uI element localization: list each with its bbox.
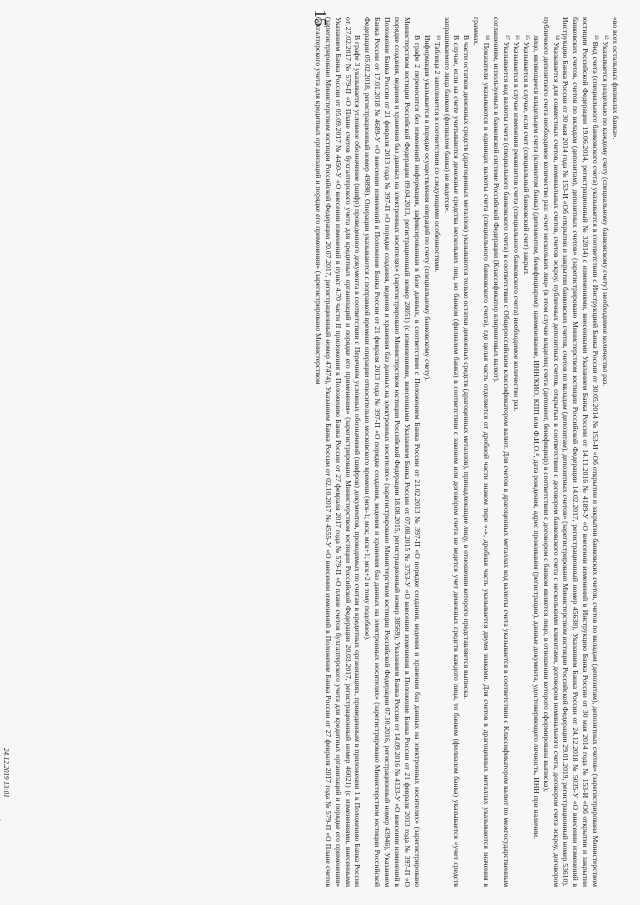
- paragraph: Информация указывается в порядке осуществления операций по счету (специальному банковскому счету).: [422, 35, 432, 381]
- paragraph: В части остатков денежных средств (драгоценных металлов) указываются только остатки денежных средств (драгоценных металлов), принадлежащие лицу, в отношении которого представляется выписка.: [462, 35, 472, 699]
- paragraph: В графе 3 указывается условное обозначение (шифр) проведенного документа в соответствии с Перечнем условных обозначений (шифров) документов, проводимых по счетам в кредитных организациях, приведенным в приложении 1 к Положению Банка России от 27.02.2017 № 579-П «О Плане счетов бухгалтерского учета для кредитных организаций и порядке его применения» (зарегистрировано Министерством юстиции Российской Федерации 20.03.2017, регистрационный номер 46021) (с изменениями, внесенными Указанием Банка России от 05.09.2017 № 4450-У «О внесении изменений в пункт 4.70 части II приложения к Положению Банка России от 27 февраля 2017 года № 579-П «О плане счетов бухгалтерского учета для кредитных организаций и порядке его применения» (зарегистрировано Министерством юстиции Российской Федерации 20.07.2017, регистрационный номер 47474), Указанием Банка России от 02.10.2017 № 4555-У «О внесении изменений в Положение Банка России от 27 февраля 2017 года № 579-П «О Плане счетов бухгалтерского учета для кредитных организаций и порядке его применения» (зарегистрировано Министерством: [313, 17, 363, 887]
- footnote-19: ¹⁹ Таблица 2 заполняется в соответствии со следующими особенностями.: [432, 35, 442, 273]
- footnote-14: ¹⁴ Указывается для совместных счетов, номинальных счетов, счетов эскроу, публичных депозитных счетов, открытых в соответствии с договором банковского счета с несколькими клиентами, договором номинального счета, договором счета эскроу, договором публичного депозитного счета необходимое количество раз: «счет нескольких лиц» (в этом случае владелец счета (депонент, бенефициар) в соответствии с договором с банком является лицо, в отношении которого сформирована выписка);: [541, 17, 561, 887]
- footer-path: [0, 748, 1, 862]
- footnote-15: ¹⁵ Указывается в случае, если счет (специальный банковский счет) закрыт.: [521, 35, 531, 276]
- footnote-17: ¹⁷ Указывается код валюты счета (специального банковского счета) в соответствии с Общероссийским классификатором валют. Для счетов в драгоценных металлах код валюты счета указывается в соответствии с Классификатором валют по межгосударственным соглашениям, используемых в банковской системе Российской Федерации (Классификатор клиринговых валют).: [492, 17, 512, 887]
- paragraph: В графе 2 переносится без изменений информация, зафиксированная в базе данных, в соответствии с Положением Банка России от 21.02.2013 № 397-П «О порядке создания, ведения и хранения баз данных на электронных носителях» (зарегистрировано Министерством юстиции Российской Федерации 09.04.2013, регистрационный номер 28051) (с изменениями, внесенными Указанием Банка России от 07.08.2015 № 3753-У «О внесении изменения в Положение Банка России от 21 февраля 2013 года № 397-П «О порядке создания, ведения и хранения баз данных на электронных носителях» (зарегистрировано Министерством юстиции Российской Федерации 18.08.2015, регистрационный номер 38569), Указанием Банка России от 14.09.2016 № 4133-У «О внесении изменений в Положение Банка России от 21 февраля 2013 года № 397-П «О порядке создания, ведения и хранения баз данных на электронных носителях» (зарегистрировано Министерством юстиции Российской Федерации 07.10.2016, регистрационный номер 43946), Указанием Банка России от 17.01.2018 № 4689-У «О внесении изменений в Положение Банка России от 21 февраля 2013 года № 397-П «О порядке создания, ведения и хранения баз данных на электронных носителях» (зарегистрировано Министерством юстиции Российской Федерации 05.02.2018, регистрационный номер 49898). Операции указываются с поправкой времени операции относительно московского времени (мск-1; мск; мск+1; мск+2 и тому подобное).: [363, 17, 422, 887]
- rotated-text-block: [20, 17, 620, 887]
- footer-stamp: [0, 748, 10, 862]
- paragraph: В случае, если на счете учитываются денежные средства нескольких лиц, но банком (филиалом банка) в соответствии с законом или договором счета не ведется учет денежных средств каждого лица, то банком (филиалом банка) указывается «учет средств запрашиваемого лица банком (филиалом банка) не ведется».: [442, 17, 462, 887]
- footer-timestamp: 24.12.2019 13:01: [2, 748, 10, 798]
- footnote-13: ¹³ Вид счета (специального банковского счета) указывается в соответствии с Инструкцией Банка России от 30.05.2014 № 153-И «Об открытии и закрытии банковских счетов, счетов по вкладам (депозитам), депозитных счетов» (зарегистрирована Министерством юстиции Российской Федерации 19.06.2014, регистрационный № 32814) с изменениями, внесенными Указанием Банка России от 14.11.2016 № 4189-У «О внесении изменений в Инструкцию Банка России от 30 мая 2014 года № 153-И «Об открытии и закрытии банковских счетов, счетов по вкладам (депозитам), депозитных счетов» (зарегистрировано Министерством юстиции Российской Федерации 14.02.2017, регистрационный номер 45638), Указанием Банка России от 24.12.2018 № 5035-У «О внесении изменений в Инструкцию Банка России от 30 мая 2014 года № 153-И «Об открытии и закрытии банковских счетов, счетов по вкладам (депозитам), депозитных счетов» (зарегистрировано Министерством юстиции Российской Федерации 29.01.2019, регистрационный номер 53610).: [561, 17, 601, 887]
- paragraph: «во всех остальных филиалах банка».: [611, 17, 620, 140]
- footnote-12: ¹² Указывается раздельно по каждому счету (специальному банковскому счету) необходимое количество раз.: [601, 35, 611, 387]
- page-number: 15: [311, 9, 330, 27]
- footnote-18: ¹⁸ Показатели указываются в единицах валюты счета (специального банковского счета), где целая часть отделяется от дробной части знаком тире «-», дробная часть указывается двумя знаками. Для счетов в драгоценных металлах указываются значения в граммах.: [472, 17, 492, 887]
- footnote-16: ¹⁶ Указывается в случае изменения реквизитов счета (специального банковского счета) необходимое количество раз.: [511, 35, 521, 412]
- paragraph: лицо, являющееся владельцем счета (клиентом банка) (депонентом, бенефициаром): наименование, ИНН/КИО, КПП или Ф.И.О.⁴, дата рождения, адрес проживания (регистрации), данные документа, удостоверяющего личность, ИНН при наличии.: [531, 35, 541, 839]
